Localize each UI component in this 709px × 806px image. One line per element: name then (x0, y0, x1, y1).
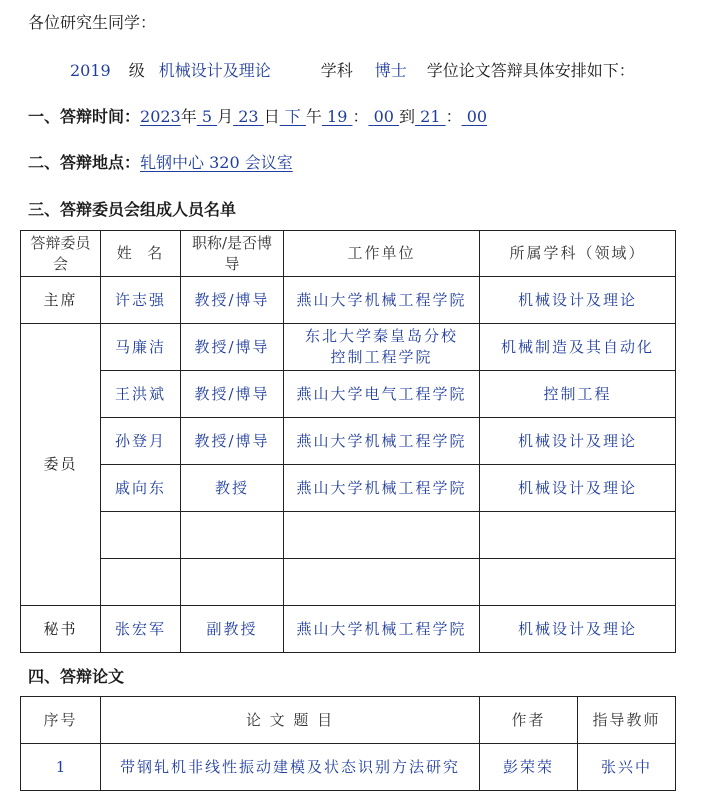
header-advisor: 指导教师 (578, 697, 676, 744)
header-name: 姓 名 (101, 231, 181, 277)
intro-tail: 学位论文答辩具体安排如下： (426, 61, 635, 80)
member-title: 教授 (181, 465, 284, 512)
header-title: 职称/是否博导 (181, 231, 284, 277)
location-line (28, 150, 293, 173)
member-field: 机械设计及理论 (480, 465, 676, 512)
time-yue: 月 (217, 107, 234, 126)
header-author: 作者 (480, 697, 578, 744)
committee-heading: 三、答辩委员会组成人员名单 (28, 200, 237, 219)
member-field: 机械设计及理论 (480, 606, 676, 653)
member-unit: 燕山大学机械工程学院 (284, 465, 480, 512)
location-value: 轧钢中心 320 会议室 (140, 153, 293, 172)
time-period: 下 (284, 107, 301, 126)
empty-cell (181, 512, 284, 559)
empty-cell (101, 559, 181, 606)
header-unit: 工作单位 (284, 231, 480, 277)
intro-year: 2019 (70, 61, 111, 80)
thesis-number: 1 (21, 744, 101, 791)
member-field: 机械制造及其自动化 (480, 324, 676, 371)
table-row (21, 324, 676, 371)
time-start-hour: 19 (327, 107, 348, 126)
time-end-hour: 21 (420, 107, 441, 126)
intro-subject-word: 学科 (320, 61, 353, 80)
role-secretary: 秘书 (21, 606, 101, 653)
time-end-minute: 00 (466, 107, 488, 126)
member-field: 机械设计及理论 (480, 418, 676, 465)
table-row-empty (21, 559, 676, 606)
member-name: 王洪斌 (101, 371, 181, 418)
member-title: 教授/博导 (181, 277, 284, 324)
time-month: 5 (201, 107, 213, 126)
thesis-advisor: 张兴中 (578, 744, 676, 791)
location-label: 二、答辩地点： (28, 153, 141, 172)
thesis-header-row (21, 697, 676, 744)
table-row-empty (21, 512, 676, 559)
intro-degree: 博士 (374, 61, 407, 80)
thesis-author: 彭荣荣 (480, 744, 578, 791)
header-number: 序号 (21, 697, 101, 744)
time-ri: 日 (263, 107, 280, 126)
time-colon-2: ： (445, 107, 462, 126)
empty-cell (480, 512, 676, 559)
time-wu: 午 (305, 107, 322, 126)
member-unit: 燕山大学机械工程学院 (284, 277, 480, 324)
member-title: 副教授 (181, 606, 284, 653)
member-unit: 东北大学秦皇岛分校控制工程学院 (284, 324, 480, 371)
member-name: 张宏军 (101, 606, 181, 653)
time-label: 一、答辩时间： (28, 107, 141, 126)
member-field: 机械设计及理论 (480, 277, 676, 324)
empty-cell (480, 559, 676, 606)
intro-grade-word: 级 (128, 61, 145, 80)
empty-cell (284, 559, 480, 606)
role-member: 委员 (21, 324, 101, 606)
table-row (21, 606, 676, 653)
empty-cell (101, 512, 181, 559)
header-thesis-title: 论 文 题 目 (101, 697, 480, 744)
committee-header-row (21, 231, 676, 277)
time-line (28, 104, 487, 127)
member-title: 教授/博导 (181, 324, 284, 371)
thesis-title: 带钢轧机非线性振动建模及状态识别方法研究 (101, 744, 480, 791)
member-field: 控制工程 (480, 371, 676, 418)
committee-table (20, 230, 676, 653)
member-name: 戚向东 (101, 465, 181, 512)
time-year: 2023 (140, 107, 181, 126)
role-chair: 主席 (21, 277, 101, 324)
member-title: 教授/博导 (181, 418, 284, 465)
member-name: 孙登月 (101, 418, 181, 465)
member-title: 教授/博导 (181, 371, 284, 418)
greeting: 各位研究生同学： (28, 13, 157, 32)
time-day: 23 (238, 107, 259, 126)
member-name: 马廉洁 (101, 324, 181, 371)
header-field: 所属学科（领域） (480, 231, 676, 277)
intro-line (70, 58, 635, 81)
member-name: 许志强 (101, 277, 181, 324)
time-dao: 到 (399, 107, 416, 126)
table-row (21, 418, 676, 465)
member-unit: 燕山大学电气工程学院 (284, 371, 480, 418)
thesis-heading: 四、答辩论文 (28, 667, 125, 686)
member-unit: 燕山大学机械工程学院 (284, 418, 480, 465)
member-unit: 燕山大学机械工程学院 (284, 606, 480, 653)
time-nian: 年 (180, 107, 197, 126)
empty-cell (181, 559, 284, 606)
table-row (21, 744, 676, 791)
time-colon-1: ： (352, 107, 369, 126)
empty-cell (284, 512, 480, 559)
table-row (21, 277, 676, 324)
intro-major: 机械设计及理论 (158, 61, 271, 80)
table-row (21, 465, 676, 512)
header-committee-role: 答辩委员会 (21, 231, 101, 277)
thesis-table (20, 696, 676, 791)
time-start-minute: 00 (373, 107, 394, 126)
table-row (21, 371, 676, 418)
